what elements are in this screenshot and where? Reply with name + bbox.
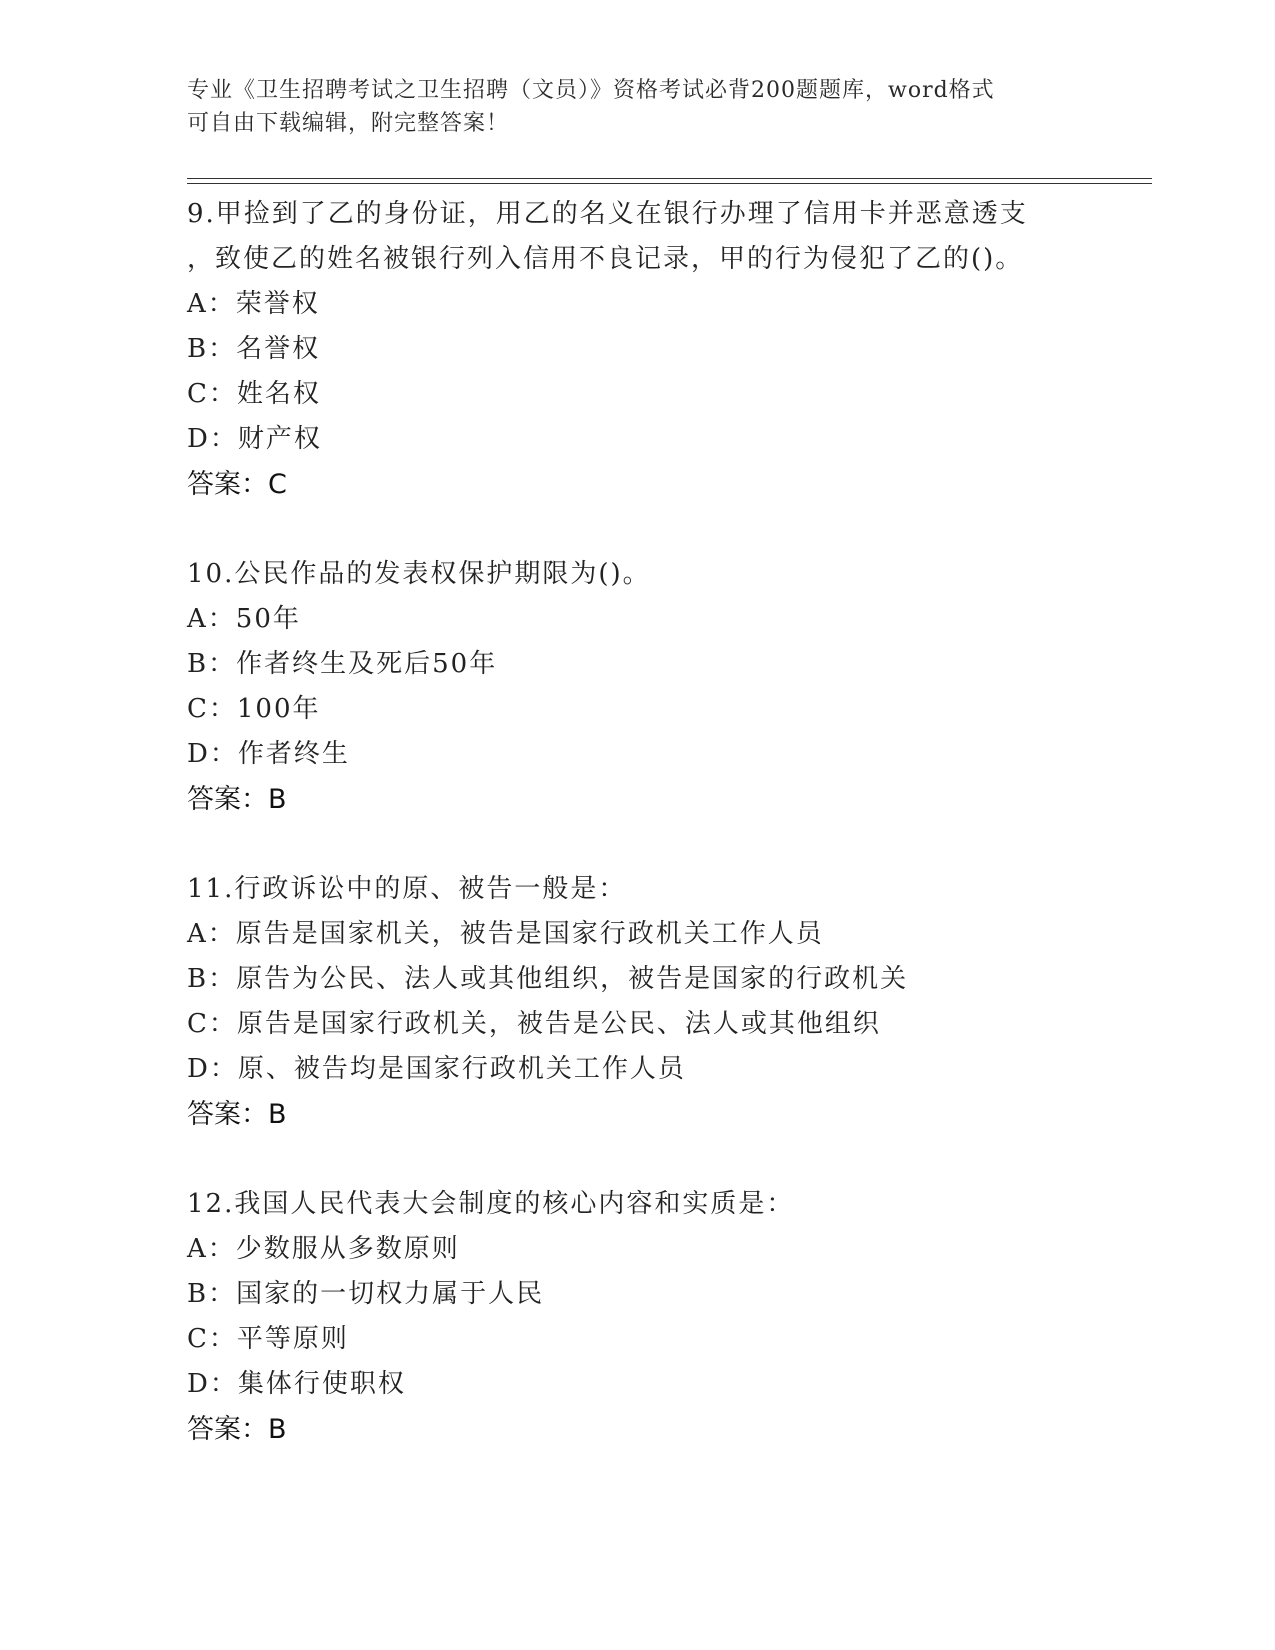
header-divider-bottom <box>187 183 1152 184</box>
question-11 <box>187 867 1147 1137</box>
option-b: B：国家的一切权力属于人民 <box>187 1279 545 1309</box>
question-text: 9.甲捡到了乙的身份证，用乙的名义在银行办理了信用卡并恶意透支 <box>187 199 1028 229</box>
option-c: C：姓名权 <box>187 379 321 409</box>
option-a: A：原告是国家机关，被告是国家行政机关工作人员 <box>187 919 824 949</box>
option-b: B：作者终生及死后50年 <box>187 649 498 679</box>
question-text-continued: ，致使乙的姓名被银行列入信用不良记录，甲的行为侵犯了乙的()。 <box>187 244 1024 274</box>
question-list <box>187 192 1147 1497</box>
option-d: D：集体行使职权 <box>187 1369 406 1399</box>
option-a: A：少数服从多数原则 <box>187 1234 460 1264</box>
question-9 <box>187 192 1147 507</box>
question-10 <box>187 552 1147 822</box>
question-text: 12.我国人民代表大会制度的核心内容和实质是： <box>187 1189 795 1219</box>
answer: 答案：B <box>187 1414 287 1445</box>
header-line-2: 可自由下载编辑，附完整答案！ <box>187 111 510 136</box>
answer: 答案：B <box>187 784 287 815</box>
option-c: C：原告是国家行政机关，被告是公民、法人或其他组织 <box>187 1009 881 1039</box>
option-d: D：财产权 <box>187 424 322 454</box>
option-a: A：荣誉权 <box>187 289 320 319</box>
question-12 <box>187 1182 1147 1452</box>
option-d: D：原、被告均是国家行政机关工作人员 <box>187 1054 686 1084</box>
option-c: C：100年 <box>187 694 321 724</box>
option-c: C：平等原则 <box>187 1324 349 1354</box>
header-line-1: 专业《卫生招聘考试之卫生招聘（文员）》资格考试必背200题题库，word格式 <box>187 78 995 103</box>
answer: 答案：C <box>187 469 287 500</box>
option-b: B：原告为公民、法人或其他组织，被告是国家的行政机关 <box>187 964 909 994</box>
option-d: D：作者终生 <box>187 739 350 769</box>
answer: 答案：B <box>187 1099 287 1130</box>
option-b: B：名誉权 <box>187 334 321 364</box>
question-text: 10.公民作品的发表权保护期限为()。 <box>187 559 651 589</box>
question-text: 11.行政诉讼中的原、被告一般是： <box>187 874 627 904</box>
option-a: A：50年 <box>187 604 301 634</box>
document-header <box>187 74 1087 140</box>
header-divider-top <box>187 178 1152 179</box>
